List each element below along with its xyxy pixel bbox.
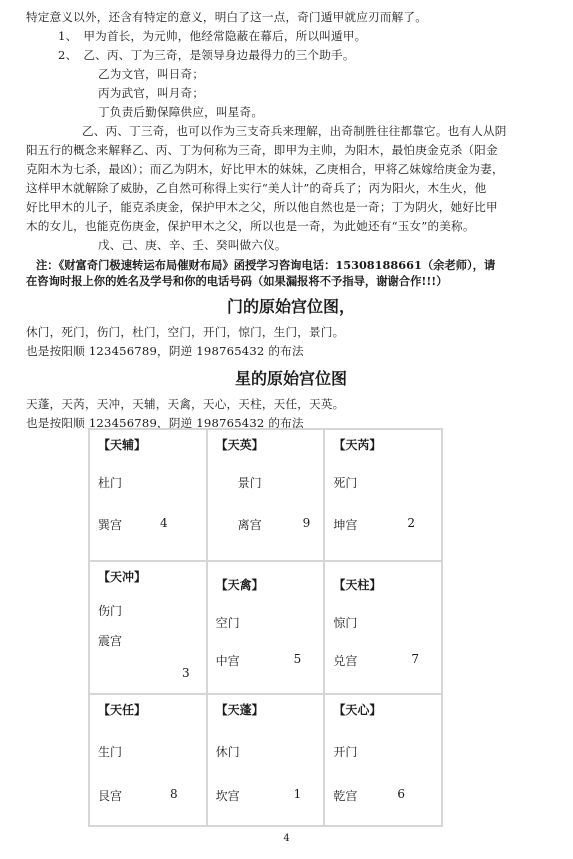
palace-number: 6: [397, 786, 405, 801]
palace-number: 1: [293, 786, 302, 801]
grid-cell-qian: [324, 694, 442, 826]
gate-label: 杜门: [98, 476, 123, 490]
paragraph-line: 乙为文官，叫日奇；: [98, 67, 205, 81]
palace-number: 8: [170, 786, 178, 801]
gates-rule: 也是按阳顺 123456789，阴逆 198765432 的布法: [26, 344, 304, 358]
gate-label: 惊门: [333, 616, 358, 631]
paragraph-line: 丁负责后勤保障供应，叫星奇。: [98, 105, 264, 119]
grid-cell-kun: [324, 429, 442, 561]
paragraph-line: 阳五行的概念来解释乙、丙、丁为何称为三奇，即甲为主帅，为阳木，最怕庚金克杀（阳金: [26, 143, 498, 157]
list-item: 2、 乙、丙、丁为三奇，是领导身边最得力的三个助手。: [58, 48, 355, 62]
palace-number: 9: [302, 516, 311, 530]
paragraph-line: 克阳木为七杀，最凶）；而乙为阴木，好比甲木的妹妹，乙庚相合，甲将乙妹嫁给庚金为妻，: [26, 162, 504, 176]
palace-grid: [88, 428, 443, 827]
gate-label: 伤门: [98, 604, 123, 619]
gates-list: 休门，死门，伤门，杜门，空门，开门，惊门，生门，景门。: [26, 325, 345, 339]
gate-label: 休门: [215, 744, 240, 759]
palace-label: 坎宫: [215, 788, 240, 803]
star-label: 【天冲】: [98, 570, 147, 585]
gate-label: 开门: [333, 744, 358, 759]
palace-label: 坤宫: [333, 518, 358, 532]
palace-label: 巽宫: [98, 518, 123, 532]
gate-label: 死门: [333, 476, 358, 490]
paragraph-line: 好比甲木的儿子，能克杀庚金，保护甲木之父，所以他自然也是一奇；丁为阴火，她好比甲: [26, 200, 498, 214]
paragraph-line: 戊、己、庚、辛、壬、癸叫做六仪。: [98, 238, 287, 252]
stars-rule: 也是按阳顺 123456789，阴逆 198765432 的布法: [26, 416, 304, 430]
section-title-gates: 门的原始宫位图，: [226, 297, 355, 316]
star-label: 【天蓬】: [215, 702, 264, 717]
palace-label: 震宫: [98, 634, 123, 649]
stars-list: 天蓬，天芮，天冲，天辅，天禽，天心，天柱，天任，天英。: [26, 397, 345, 411]
notice-line: 注：《财富奇门极速转运布局催财布局》函授学习咨询电话：15308188661（余老师），请: [36, 258, 496, 272]
star-label: 【天英】: [215, 438, 264, 452]
palace-label: 艮宫: [98, 788, 123, 803]
star-label: 【天芮】: [333, 438, 382, 452]
grid-cell-dui: [324, 561, 442, 693]
palace-label: 乾宫: [333, 788, 358, 803]
section-title-stars: 星的原始宫位图: [234, 369, 347, 388]
grid-cell-kan: [207, 694, 325, 826]
grid-cell-li: [207, 429, 325, 561]
palace-label: 离宫: [237, 518, 262, 532]
grid-cell-zhen: [89, 561, 207, 693]
gate-label: 生门: [98, 744, 123, 759]
star-label: 【天辅】: [98, 438, 147, 452]
star-label: 【天柱】: [333, 578, 382, 593]
star-label: 【天禽】: [215, 578, 264, 593]
gate-label: 空门: [215, 616, 240, 631]
palace-label: 中宫: [215, 654, 240, 669]
palace-number: 4: [160, 516, 168, 530]
star-label: 【天任】: [98, 702, 147, 717]
paragraph-line: 乙、丙、丁三奇，也可以作为三支奇兵来理解，出奇制胜往往都靠它。也有人从阴: [82, 124, 507, 138]
palace-number: 2: [407, 516, 415, 530]
paragraph-line: 木的女儿，也能克伤庚金，保护甲木之父，所以也是一奇，为此她还有“玉女”的美称。: [26, 219, 475, 233]
paragraph-line: 这样甲木就解除了威胁，乙自然可称得上实行“美人计”的奇兵了；丙为阳火，木生火，他: [26, 181, 487, 195]
page-number: 4: [283, 833, 290, 844]
gate-label: 景门: [237, 476, 262, 490]
palace-label: 兑宫: [333, 654, 358, 669]
palace-number: 3: [182, 666, 190, 681]
body-text: [26, 8, 556, 433]
star-label: 【天心】: [333, 702, 382, 717]
grid-cell-zhong: [207, 561, 325, 693]
palace-number: 7: [411, 652, 419, 667]
paragraph-line: 丙为武官，叫月奇；: [98, 86, 205, 100]
notice-line: 在咨询时报上你的姓名及学号和你的电话号码（如果漏报将不予指导，谢谢合作!!!）: [26, 274, 448, 288]
palace-number: 5: [293, 652, 302, 667]
grid-cell-gen: [89, 694, 207, 826]
list-item: 1、 甲为首长，为元帅，他经常隐蔽在幕后，所以叫遁甲。: [58, 29, 367, 43]
grid-cell-xun: [89, 429, 207, 561]
paragraph-line: 特定意义以外，还含有特定的意义，明白了这一点，奇门遁甲就应刃而解了。: [26, 10, 427, 24]
